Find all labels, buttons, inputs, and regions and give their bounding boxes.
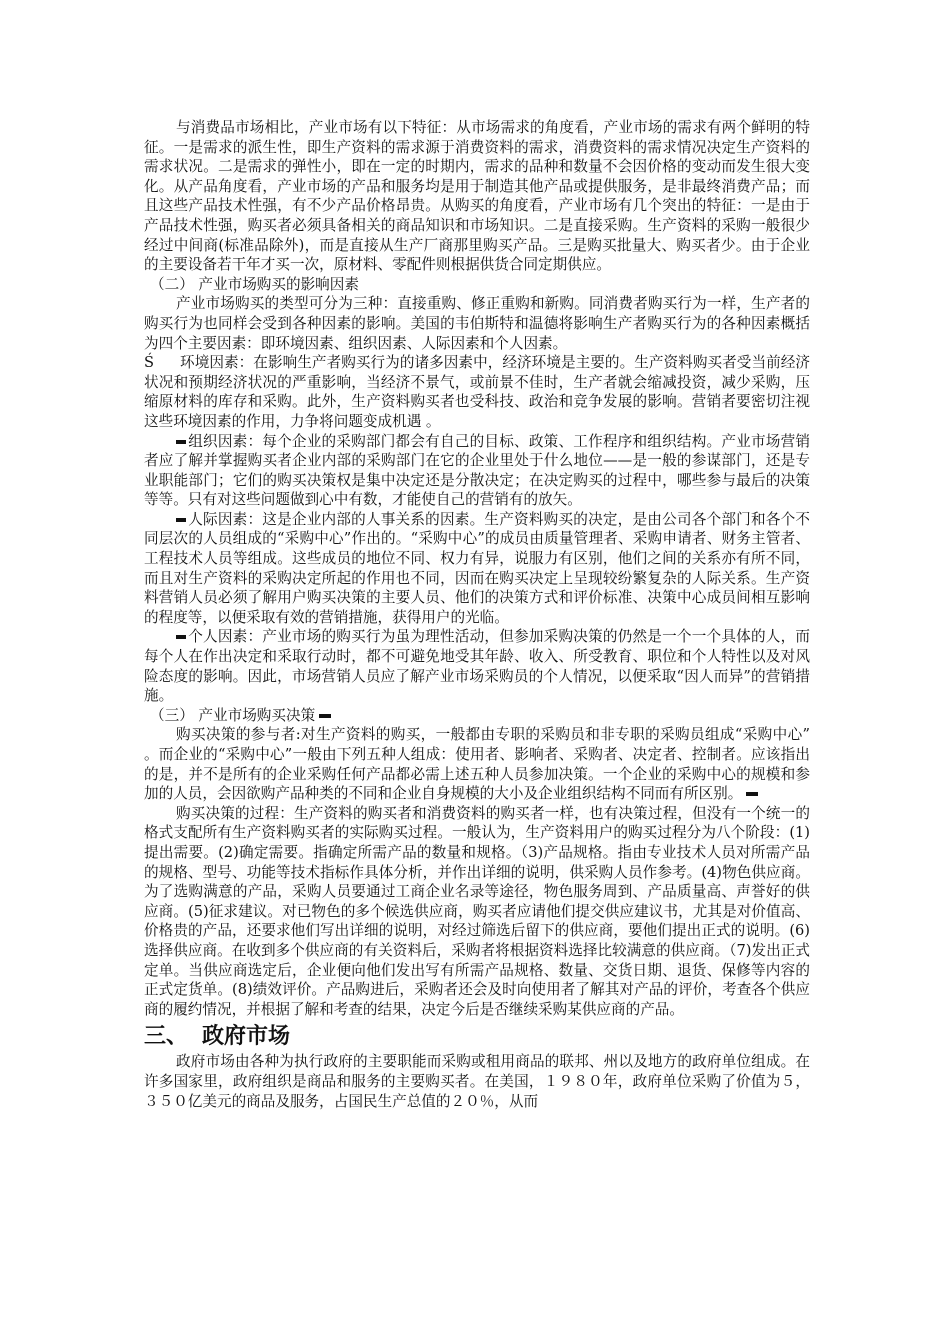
- bullet-mark-icon: [176, 518, 186, 522]
- section-heading-influencing-factors: （二） 产业市场购买的影响因素: [150, 275, 359, 293]
- bullet-mark-icon: [176, 440, 186, 444]
- section-heading-text: （三） 产业市场购买决策: [150, 706, 316, 724]
- paragraph-individual-text: 个人因素：产业市场的购买行为虽为理性活动，但参加采购决策的仍然是一个一个具体的人，而每个人在作出决定和采取行动时，都不可避免地受其年龄、收入、所受教育、职位和个人特性以及对风险态度的影响。因此，市场营销人员应了解产业市场采购员的个人情况，以便采取“因人而异”的营销措施。: [144, 628, 810, 705]
- bullet-mark-icon: [746, 792, 758, 796]
- paragraph-government-market: 政府市场由各种为执行政府的主要职能而采购或租用商品的联邦、州以及地方的政府单位组成。在许多国家里，政府组织是商品和服务的主要购买者。在美国，１９８０年，政府单位采购了价值为５，３５０亿美元的商品及服务，占国民生产总值的２０％，从而: [144, 1053, 810, 1110]
- paragraph-purchase-types: 产业市场购买的类型可分为三种：直接重购、修正重购和新购。同消费者购买行为一样，生产者的购买行为也同样会受到各种因素的影响。美国的韦伯斯特和温德将影响生产者购买行为的各种因素概括为四个主要因素：即环境因素、组织因素、人际因素和个人因素。: [144, 295, 810, 352]
- paragraph-organization-text: 组织因素：每个企业的采购部门都会有自己的目标、政策、工作程序和组织结构。产业市场营销者应了解并掌握购买者企业内部的采购部门在它的企业里处于什么地位——是一般的参谋部门，还是专业职能部门；它们的购买决策权是集中决定还是分散决定；在决定购买的过程中，哪些参与最后的决策等等。只有对这些问题做到心中有数，才能使自己的营销有的放矢。: [144, 432, 810, 509]
- paragraph-decision-process: 购买决策的过程：生产资料的购买者和消费资料的购买者一样，也有决策过程，但没有一个统一的格式支配所有生产资料购买者的实际购买过程。一般认为，生产资料用户的购买过程分为八个阶段：(1)提出需要。(2)确定需要。指确定所需产品的数量和规格。（3)产品规格。指由专业技术人员对所需产品的规格、型号、功能等技术指标作具体分析，并作出详细的说明，供采购人员作参考。(4)物色供应商。为了选购满意的产品，采购人员要通过工商企业名录等途径，物色服务周到、产品质量高、声誉好的供应商。(5)征求建议。对已物色的多个候选供应商，购买者应请他们提交供应建议书，尤其是对价值高、价格贵的产品，还要求他们写出详细的说明，对经过筛选后留下的供应商，要他们提出正式的说明。(6)选择供应商。在收到多个供应商的有关资料后，采购者将根据资料选择比较满意的供应商。（7)发出正式定单。当供应商选定后，企业便向他们发出写有所需产品规格、数量、交货日期、退货、保修等内容的正式定货单。(8)绩效评价。产品购进后，采购者还会及时向使用者了解其对产品的评价，考查各个供应商的履约情况，并根据了解和考查的结果，决定今后是否继续采购某供应商的产品。: [144, 804, 810, 1018]
- paragraph-environment-factors: [144, 353, 810, 431]
- paragraph-environment-text: 环境因素：在影响生产者购买行为的诸多因素中，经济环境是主要的。生产资料购买者受当前经济状况和预期经济状况的严重影响，当经济不景气，或前景不佳时，生产者就会缩减投资，减少采购，压缩原材料的库存和采购。此外，生产资料购买者也受科技、政治和竞争发展的影响。营销者要密切注视这些环境因素的作用，力争将问题变成机遇 。: [144, 354, 810, 430]
- paragraph-individual-factors: [144, 627, 810, 705]
- paragraph-decision-participants: [144, 725, 810, 803]
- bullet-glyph: Ś: [144, 354, 154, 372]
- paragraph-interpersonal-text: 人际因素：这是企业内部的人事关系的因素。生产资料购买的决定，是由公司各个部门和各个不同层次的人员组成的“采购中心”作出的。“采购中心”的成员由质量管理者、采购申请者、财务主管者、工程技术人员等组成。这些成员的地位不同、权力有异，说服力有区别，他们之间的关系亦有所不同，而且对生产资料的采购决定所起的作用也不同，因而在购买决定上呈现较纷繁复杂的人际关系。生产资料营销人员必须了解用户购买决策的主要人员、他们的决策方式和评价标准、决策中心成员间相互影响的程度等，以便采取有效的营销措施，获得用户的光临。: [144, 510, 810, 626]
- section-heading-purchase-decision: [144, 706, 810, 726]
- chapter-heading-title: 政府市场: [202, 1024, 291, 1050]
- chapter-heading-government-market: [144, 1022, 810, 1052]
- paragraph-industrial-market-features: 与消费品市场相比，产业市场有以下特征：从市场需求的角度看，产业市场的需求有两个鲜明的特征。一是需求的派生性，即生产资料的需求源于消费资料的需求，消费资料的需求情况决定生产资料的需求状况。二是需求的弹性小，即在一定的时期内，需求的品种和数量不会因价格的变动而发生很大变化。从产品角度看，产业市场的产品和服务均是用于制造其他产品或提供服务，是非最终消费产品；而且这些产品技术性强，有不少产品价格昂贵。从购买的角度看，产业市场有几个突出的特征：一是由于产品技术性强，购买者必须具备相关的商品知识和市场知识。二是直接采购。生产资料的采购一般很少经过中间商(标准品除外)，而是直接从生产厂商那里购买产品。三是购买批量大、购买者少。由于企业的主要设备若干年才买一次，原材料、零配件则根据供货合同定期供应。: [144, 119, 810, 274]
- paragraph-participants-text: 购买决策的参与者:对生产资料的购买，一般都由专职的采购员和非专职的采购员组成“采购中心” 。而企业的“采购中心”一般由下列五种人组成：使用者、影响者、采购者、决定者、控制者。应该指出的是，并不是所有的企业采购任何产品都必需上述五种人员参加决策。一个企业的采购中心的规模和参加的人员，会因欲购产品种类的不同和企业自身规模的大小及企业组织结构不同而有所区别。: [144, 726, 810, 803]
- bullet-mark-icon: [319, 714, 331, 718]
- chapter-heading-number: 三、: [144, 1024, 189, 1050]
- bullet-mark-icon: [176, 635, 186, 639]
- document-body: [144, 118, 810, 1111]
- paragraph-organization-factors: [144, 432, 810, 510]
- paragraph-interpersonal-factors: [144, 510, 810, 628]
